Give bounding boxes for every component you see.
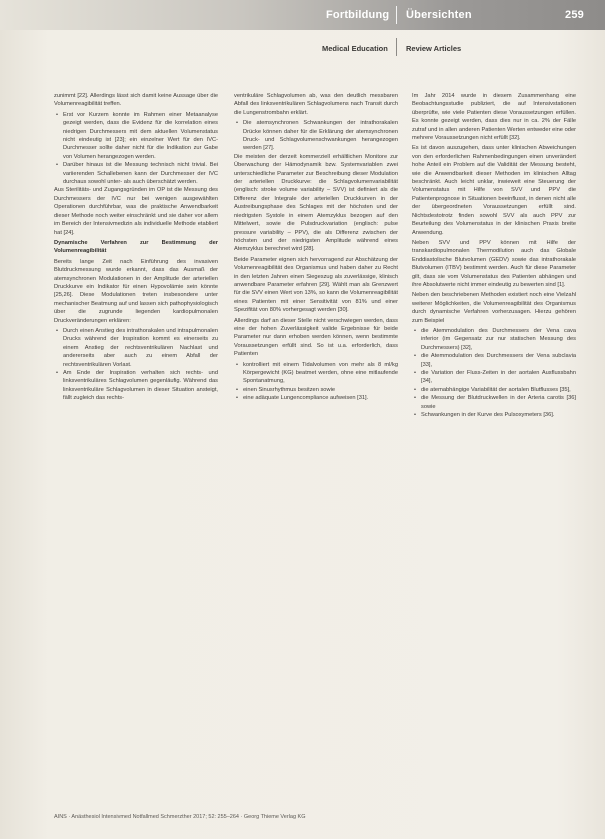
text-column-3 — [412, 92, 576, 419]
paragraph: Aus Sterilitäts- und Zugangsgründen im OP ist die Messung des Durchmessers der IVC nur bei wenigen ausgewählten Operationen durchführbar, was die praktische Anwendbarkeit dieser Methode noch weiter einschränkt und sie daher vor allem im Bereich der Intensivmedizin als individuelle Methode etabliert hat [24]. — [54, 187, 218, 236]
text-column-2 — [234, 92, 398, 403]
bullet-item: • die Variation der Fluss-Zeiten in der aortalen Ausflussbahn [34], — [421, 369, 576, 386]
bullet-item: • Die atemsynchronen Schwankungen der intrathorakalen Drücke können daher für die Erklärung der atemsynchronen Druck- und Schlagvolumenschwankungen herangezogen werden [27]. — [243, 119, 398, 153]
bullet-item: • Durch einen Anstieg des intrathorakalen und intrapulmonalen Drucks während der Inspiration kommt es einerseits zu einem Anstieg der rechtsventrikulären Nachlast und andererseits aber auch zu einem Abfall der rechtsventrikulären Vorlast. — [63, 327, 218, 369]
paragraph: zunimmt [22]. Allerdings lässt sich damit keine Aussage über die Volumenreagibilität treffen. — [54, 93, 218, 108]
bullet-item: • Schwankungen in der Kurve des Pulsoxymeters [36]. — [421, 411, 576, 419]
bullet-item: • die Messung der Blutdruckwellen in der Arteria carotis [36] sowie — [421, 394, 576, 411]
header-separator — [396, 6, 397, 24]
category-title: Übersichten — [406, 9, 472, 21]
header-band — [0, 0, 605, 30]
paragraph: Neben SVV und PPV können mit Hilfe der transkardiopulmonalen Thermodilution auch das Globale Enddiastolische Blutvolumen (GEDV) sowie das intrathorakale Blutvolumen (ITBV) bestimmt werden. Auch für diese Parameter gilt, dass sie vom Volumenstatus des Patienten abhängen und ihre Absolutwerte nicht immer eindeutig zu bewerten sind [1]. — [412, 239, 576, 288]
bullet-list — [412, 327, 576, 419]
bullet-list — [234, 119, 398, 153]
subheader-right: Review Articles — [406, 44, 462, 53]
bullet-list — [234, 361, 398, 403]
page-footer: AINS · Anästhesiol Intensivmed Notfallmed Schmerzther 2017; 52: 255–264 · Georg Thieme Verlag KG — [54, 814, 306, 820]
subheader-separator — [396, 38, 397, 56]
bullet-item: • kontrolliert mit einem Tidalvolumen von mehr als 8 ml/kg Körpergewicht (KG) beatmet werden, ohne eine mitlaufende Spontanatmung, — [243, 361, 398, 386]
bullet-item: • einen Sinusrhythmus besitzen sowie — [243, 386, 398, 394]
bullet-item: • Erst vor Kurzem konnte im Rahmen einer Metaanalyse gezeigt werden, dass die Evidenz für die korrelation eines niedrigen Durchmessers mit dem aktuellen Volumenstatus nicht eindeutig ist [23]; ein einzelner Wert für den IVC-Durchmesser sollte daher nicht für die Indikation zur Gabe von Volumen herangezogen werden. — [63, 111, 218, 161]
page-number: 259 — [565, 9, 584, 21]
bullet-item: • Am Ende der Inspiration verhalten sich rechts- und linksventrikuläres Schlagvolumen gegenläufig. Während das linksventrikuläre Schlagvolumen in dieser Situation ansteigt, fällt zugleich das rechts- — [63, 369, 218, 403]
paragraph: Es ist davon auszugehen, dass unter klinischen Abweichungen von den erforderlichen Rahmenbedingungen einen unverändert hohe Anteil ein Problem auf die Validität der Messung besteht, wie die Anwendbarkeit dieser Methoden im klinischen Alltag beschränkt. Auch leicht unklar, inwieweit eine Steuerung der Volumenstatus mit Hilfe von SVV und PPV die Patientenprognose in Situationen beeinflusst, in denen nicht alle der übergeordneten Voraussetzungen erfüllt sind. Nichtsdestotrotz finden sowohl SVV als auch PPV zur Beurteilung des Volumenstatus in der klinischen Praxis breite Anwendung. — [412, 145, 576, 236]
paragraph: Beide Parameter eignen sich hervorragend zur Abschätzung der Volumenreagibilität des Organismus und haben daher zu Recht in den letzten Jahren einen Siegeszug als zuverlässige, klinisch anwendbare Parameter erfahren [29]. Wählt man als Grenzwert für die SVV einen Wert von 13%, so kann die Volumenreagibilität eines Patienten mit einer Sensitivität von 81% und einer Spezifität von 80% vorhergesagt werden [30]. — [234, 256, 398, 314]
subheader-left: Medical Education — [322, 44, 388, 53]
section-heading: Dynamische Verfahren zur Bestimmung der Volumenreagibilität — [54, 239, 218, 255]
paragraph: ventrikuläre Schlagvolumen ab, was den deutlich messbaren Abfall des linksventrikulären Schlagvolumens nach Transit durch die Lungenstrombahn erklärt. — [234, 93, 398, 116]
bullet-list — [54, 111, 218, 187]
bullet-item: • die Atemmodulation des Durchmessers der Vena subclavia [33], — [421, 352, 576, 369]
paragraph: Im Jahr 2014 wurde in diesem Zusammenhang eine Beobachtungsstudie publiziert, die auf Intensivstationen überprüfte, wie viele Patienten diese Voraussetzungen erfüllen. Es konnte gezeigt werden, dass dies nur in ca. 2% der Fälle zutraf und in allen anderen Patienten Werten entweder eine oder mehrere Voraussetzungen nicht erfüllt [32]. — [412, 93, 576, 142]
text-column-1 — [54, 92, 218, 403]
paragraph: Die meisten der derzeit kommerziell erhältlichen Monitore zur Überwachung der Hämodynamik bzw. Systemvariablen zwei unterschiedliche Parameter zur Beschreibung dieser Modulation der arteriellen Druckkurve: die Schlagvolumenvariabilität (englisch: stroke volume variability – SVV) ist definiert als die Differenz der Integrale der arteriellen Druckkurven in der Austreibungsphase des Schlages mit der höchsten und der niedrigsten Systole in einem Atemzyklus bezogen auf den Mittelwert, sowie die Pulsdruckvariation (englisch: pulse pressure variability – PPV), die als Differenz zwischen der höchsten und der niedrigsten Amplitude während eines Atemzyklus berechnet wird [28]. — [234, 153, 398, 253]
paragraph: Allerdings darf an dieser Stelle nicht verschwiegen werden, dass eine der hohen Zuverlässigkeit valide Ergebnisse für beide Parameter nur dann erhoben werden können, wenn bestimmte Voraussetzungen erfüllt sind. So ist u.a. erforderlich, dass Patienten — [234, 317, 398, 358]
bullet-item: • Darüber hinaus ist die Messung technisch nicht trivial. Bei variierenden Schallebenen kann der Durchmesser der IVC durchaus sowohl unter- als auch überschätzt werden. — [63, 161, 218, 186]
paragraph: Neben den beschriebenen Methoden existiert noch eine Vielzahl weiterer Möglichkeiten, die Volumenreagibilität des Organismus durch dynamische Verfahren vorherzusagen. Hierzu gehören zum Beispiel — [412, 292, 576, 324]
bullet-item: • die Atemmodulation des Durchmessers der Vena cava inferior (im Gegensatz zur nur statischen Messung des Durchmessers) [32], — [421, 327, 576, 352]
bullet-item: • die atemabhängige Variabilität der aortalen Blutflusses [35], — [421, 386, 576, 394]
bullet-list — [54, 327, 218, 403]
paragraph: Bereits lange Zeit nach Einführung des invasiven Blutdruckmessung wurde erkannt, dass das Ausmaß der atemsynchronen Modulationen in der Amplitude der arteriellen Druckkurve ein Indikator für einen Hypovolämie sein könnte [25,26]. Diese Modulationen treten insbesondere unter mechanischer Beatmung auf und lassen sich pathophysiologisch über die zugrunde liegenden kardiopulmonalen Druckveränderungen erklären: — [54, 258, 218, 324]
section-title: Fortbildung — [326, 9, 390, 21]
bullet-item: • eine adäquate Lungencompliance aufweisen [31]. — [243, 394, 398, 402]
